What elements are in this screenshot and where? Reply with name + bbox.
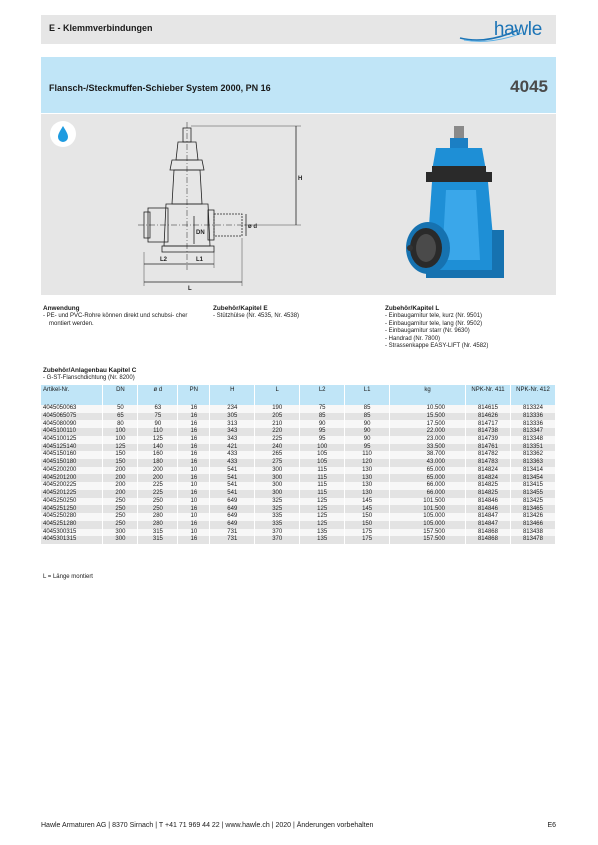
table-row	[41, 405, 556, 413]
table-cell: 115	[300, 490, 345, 498]
zubehoer-l-item: - Handrad (Nr. 7800)	[385, 335, 441, 342]
table-cell: 813347	[510, 428, 555, 436]
label-l2: L2	[160, 257, 168, 263]
table-cell: 22.000	[390, 428, 466, 436]
table-row	[41, 490, 556, 498]
table-cell: 16	[178, 428, 210, 436]
table-cell: 16	[178, 436, 210, 444]
table-cell: 813425	[510, 498, 555, 506]
table-cell: 65	[103, 413, 138, 421]
product-number: 4045	[510, 77, 548, 96]
table-cell: 370	[255, 529, 300, 537]
table-row	[41, 498, 556, 506]
table-cell: 101.500	[390, 498, 466, 506]
table-cell: 125	[300, 505, 345, 513]
table-cell: 210	[255, 420, 300, 428]
table-cell: 157.500	[390, 529, 466, 537]
table-cell: 190	[255, 405, 300, 413]
table-cell: 135	[300, 536, 345, 544]
table-header-row	[41, 385, 556, 405]
table-cell: 814825	[466, 490, 511, 498]
table-row	[41, 444, 556, 452]
table-cell: 10.500	[390, 405, 466, 413]
table-cell: 250	[103, 498, 138, 506]
table-cell: 813363	[510, 459, 555, 467]
table-cell: 90	[345, 428, 390, 436]
table-cell: 66.000	[390, 490, 466, 498]
table-cell: 125	[138, 436, 178, 444]
table-cell: 150	[345, 513, 390, 521]
table-cell: 10	[178, 498, 210, 506]
table-row	[41, 529, 556, 537]
table-row	[41, 428, 556, 436]
table-cell: 813336	[510, 420, 555, 428]
table-cell: 95	[345, 444, 390, 452]
table-cell: 813478	[510, 536, 555, 544]
table-cell: 205	[255, 413, 300, 421]
table-cell: 65.000	[390, 467, 466, 475]
zubehoer-c-section	[43, 367, 136, 383]
table-row	[41, 467, 556, 475]
table-cell: 130	[345, 482, 390, 490]
table-cell: 200	[138, 467, 178, 475]
table-cell: 541	[210, 482, 255, 490]
table-cell: 813414	[510, 467, 555, 475]
table-cell: 250	[138, 498, 178, 506]
table-cell: 370	[255, 536, 300, 544]
table-row	[41, 505, 556, 513]
table-cell: 814846	[466, 505, 511, 513]
table-cell: 115	[300, 482, 345, 490]
table-cell: 140	[138, 444, 178, 452]
table-cell: 16	[178, 444, 210, 452]
water-drop-icon	[50, 121, 76, 147]
table-cell: 4045201200	[41, 474, 103, 482]
table-cell: 814847	[466, 521, 511, 529]
table-row	[41, 521, 556, 529]
table-cell: 160	[138, 451, 178, 459]
anwendung-heading: Anwendung	[43, 305, 80, 312]
table-row	[41, 459, 556, 467]
table-cell: 813454	[510, 474, 555, 482]
col-l1: L1	[345, 385, 390, 405]
zubehoer-l-item: - Strassenkappe EASY-LIFT (Nr. 4582)	[385, 343, 489, 350]
table-cell: 135	[300, 529, 345, 537]
table-cell: 130	[345, 474, 390, 482]
table-cell: 813324	[510, 405, 555, 413]
table-cell: 313	[210, 420, 255, 428]
table-cell: 300	[255, 474, 300, 482]
table-cell: 90	[345, 436, 390, 444]
table-cell: 63	[138, 405, 178, 413]
table-cell: 315	[138, 529, 178, 537]
table-cell: 16	[178, 451, 210, 459]
table-cell: 15.500	[390, 413, 466, 421]
table-cell: 649	[210, 521, 255, 529]
length-note: L = Länge montiert	[43, 574, 93, 580]
table-cell: 16	[178, 474, 210, 482]
label-od: ø d	[248, 224, 257, 230]
table-cell: 813455	[510, 490, 555, 498]
col-l: L	[255, 385, 300, 405]
product-title-bar	[41, 57, 556, 113]
zubehoer-l-item: - Einbaugarnitur starr (Nr. 9630)	[385, 328, 470, 335]
table-cell: 200	[103, 482, 138, 490]
table-cell: 265	[255, 451, 300, 459]
spec-table	[41, 385, 556, 544]
table-cell: 16	[178, 405, 210, 413]
table-cell: 335	[255, 513, 300, 521]
table-cell: 250	[138, 505, 178, 513]
col-l2: L2	[300, 385, 345, 405]
label-dn: DN	[196, 230, 205, 236]
zubehoer-e-item: - Stützhülse (Nr. 4535, Nr. 4538)	[213, 313, 300, 320]
col-npk-412: NPK-Nr. 412	[510, 385, 555, 405]
col-artikel: Artikel-Nr.	[41, 385, 103, 405]
table-cell: 300	[103, 536, 138, 544]
table-cell: 4045200225	[41, 482, 103, 490]
table-cell: 200	[103, 490, 138, 498]
table-row	[41, 451, 556, 459]
anwendung-item: - PE- und PVC-Rohre können direkt und schubsi- cher montiert werden.	[43, 313, 188, 327]
table-cell: 65.000	[390, 474, 466, 482]
table-cell: 541	[210, 467, 255, 475]
table-cell: 4045065075	[41, 413, 103, 421]
table-cell: 43.000	[390, 459, 466, 467]
table-cell: 813466	[510, 521, 555, 529]
table-cell: 225	[255, 436, 300, 444]
table-cell: 180	[138, 459, 178, 467]
anwendung-section	[43, 305, 208, 328]
table-cell: 300	[255, 490, 300, 498]
table-cell: 95	[300, 428, 345, 436]
zubehoer-l-heading: Zubehör/Kapitel L	[385, 305, 440, 312]
col-kg: kg	[390, 385, 466, 405]
table-cell: 300	[103, 529, 138, 537]
table-cell: 4045150160	[41, 451, 103, 459]
table-cell: 150	[103, 459, 138, 467]
table-cell: 10	[178, 482, 210, 490]
table-cell: 433	[210, 459, 255, 467]
table-cell: 157.500	[390, 536, 466, 544]
table-cell: 234	[210, 405, 255, 413]
table-cell: 85	[300, 413, 345, 421]
table-cell: 200	[103, 474, 138, 482]
table-cell: 50	[103, 405, 138, 413]
table-cell: 813362	[510, 451, 555, 459]
table-cell: 16	[178, 521, 210, 529]
table-cell: 813426	[510, 513, 555, 521]
table-cell: 90	[345, 420, 390, 428]
table-row	[41, 513, 556, 521]
table-cell: 100	[103, 436, 138, 444]
table-cell: 4045125140	[41, 444, 103, 452]
table-cell: 315	[138, 536, 178, 544]
table-cell: 280	[138, 521, 178, 529]
label-l1: L1	[196, 257, 204, 263]
table-cell: 175	[345, 536, 390, 544]
product-photo	[396, 120, 546, 290]
label-h: H	[298, 176, 303, 182]
table-cell: 105	[300, 451, 345, 459]
table-cell: 250	[103, 513, 138, 521]
zubehoer-l-section	[385, 305, 555, 350]
table-cell: 150	[103, 451, 138, 459]
table-cell: 33.500	[390, 444, 466, 452]
table-cell: 250	[103, 521, 138, 529]
table-cell: 115	[300, 467, 345, 475]
table-cell: 16	[178, 536, 210, 544]
table-row	[41, 474, 556, 482]
table-cell: 115	[300, 474, 345, 482]
table-cell: 813336	[510, 413, 555, 421]
table-cell: 814825	[466, 482, 511, 490]
table-cell: 10	[178, 529, 210, 537]
table-row	[41, 420, 556, 428]
table-cell: 105.000	[390, 513, 466, 521]
table-cell: 300	[255, 482, 300, 490]
table-cell: 200	[138, 474, 178, 482]
table-cell: 85	[345, 405, 390, 413]
table-cell: 220	[255, 428, 300, 436]
table-row	[41, 436, 556, 444]
table-cell: 813465	[510, 505, 555, 513]
table-cell: 10	[178, 467, 210, 475]
table-cell: 4045250250	[41, 498, 103, 506]
table-cell: 433	[210, 451, 255, 459]
table-cell: 150	[345, 521, 390, 529]
table-cell: 23.000	[390, 436, 466, 444]
table-cell: 814824	[466, 474, 511, 482]
table-cell: 200	[103, 467, 138, 475]
table-cell: 80	[103, 420, 138, 428]
table-cell: 814868	[466, 536, 511, 544]
table-cell: 4045201225	[41, 490, 103, 498]
table-cell: 75	[300, 405, 345, 413]
table-row	[41, 482, 556, 490]
product-figure	[41, 114, 556, 295]
table-cell: 90	[138, 420, 178, 428]
table-cell: 125	[300, 513, 345, 521]
table-cell: 120	[345, 459, 390, 467]
table-cell: 814717	[466, 420, 511, 428]
technical-drawing	[136, 120, 316, 292]
table-cell: 814615	[466, 405, 511, 413]
table-cell: 325	[255, 505, 300, 513]
zubehoer-e-heading: Zubehör/Kapitel E	[213, 305, 268, 312]
table-cell: 100	[103, 428, 138, 436]
table-cell: 10	[178, 513, 210, 521]
table-cell: 421	[210, 444, 255, 452]
table-cell: 814626	[466, 413, 511, 421]
table-cell: 4045200200	[41, 467, 103, 475]
col-pn: PN	[178, 385, 210, 405]
section-title: E - Klemmverbindungen	[49, 23, 153, 33]
table-cell: 145	[345, 498, 390, 506]
table-cell: 16	[178, 505, 210, 513]
product-title: Flansch-/Steckmuffen-Schieber System 2000, PN 16	[49, 83, 271, 93]
table-cell: 4045050063	[41, 405, 103, 413]
table-cell: 541	[210, 490, 255, 498]
table-cell: 4045251280	[41, 521, 103, 529]
table-cell: 100	[300, 444, 345, 452]
label-l: L	[188, 286, 192, 292]
table-cell: 101.500	[390, 505, 466, 513]
table-cell: 280	[138, 513, 178, 521]
hawle-logo	[456, 16, 546, 43]
col-npk-411: NPK-Nr. 411	[466, 385, 511, 405]
table-cell: 4045150180	[41, 459, 103, 467]
zubehoer-c-item: - G-ST-Flanschdichtung (Nr. 8200)	[43, 375, 135, 382]
col-h: H	[210, 385, 255, 405]
table-cell: 325	[255, 498, 300, 506]
table-cell: 225	[138, 490, 178, 498]
zubehoer-c-heading: Zubehör/Anlagenbau Kapitel C	[43, 367, 137, 374]
table-cell: 85	[345, 413, 390, 421]
table-cell: 541	[210, 474, 255, 482]
table-cell: 105.000	[390, 521, 466, 529]
table-cell: 343	[210, 428, 255, 436]
table-cell: 16	[178, 459, 210, 467]
table-cell: 814739	[466, 436, 511, 444]
table-cell: 175	[345, 529, 390, 537]
table-cell: 4045250280	[41, 513, 103, 521]
page-number: E6	[547, 822, 556, 829]
table-cell: 814868	[466, 529, 511, 537]
table-cell: 275	[255, 459, 300, 467]
table-cell: 335	[255, 521, 300, 529]
col-od: ø d	[138, 385, 178, 405]
table-cell: 17.500	[390, 420, 466, 428]
zubehoer-l-item: - Einbaugarnitur tele, lang (Nr. 9502)	[385, 320, 483, 327]
table-cell: 813348	[510, 436, 555, 444]
table-cell: 90	[300, 420, 345, 428]
table-cell: 16	[178, 420, 210, 428]
table-cell: 130	[345, 490, 390, 498]
table-cell: 16	[178, 413, 210, 421]
table-cell: 305	[210, 413, 255, 421]
table-cell: 300	[255, 467, 300, 475]
footer-contact: Hawle Armaturen AG | 8370 Sirnach | T +41 71 969 44 22 | www.hawle.ch | 2020 | Änderungen vorbehalten	[41, 822, 374, 829]
table-cell: 813438	[510, 529, 555, 537]
table-row	[41, 536, 556, 544]
section-header	[41, 15, 556, 44]
table-cell: 343	[210, 436, 255, 444]
table-cell: 731	[210, 536, 255, 544]
logo-text: hawle	[493, 19, 542, 40]
table-cell: 813351	[510, 444, 555, 452]
table-cell: 814824	[466, 467, 511, 475]
table-cell: 125	[300, 498, 345, 506]
table-cell: 814782	[466, 451, 511, 459]
table-cell: 4045300315	[41, 529, 103, 537]
table-cell: 110	[345, 451, 390, 459]
table-cell: 16	[178, 490, 210, 498]
table-cell: 4045301315	[41, 536, 103, 544]
table-cell: 225	[138, 482, 178, 490]
table-cell: 105	[300, 459, 345, 467]
table-cell: 130	[345, 467, 390, 475]
table-cell: 813415	[510, 482, 555, 490]
table-cell: 814761	[466, 444, 511, 452]
table-cell: 125	[300, 521, 345, 529]
table-cell: 240	[255, 444, 300, 452]
col-dn: DN	[103, 385, 138, 405]
table-cell: 110	[138, 428, 178, 436]
table-cell: 38.700	[390, 451, 466, 459]
table-cell: 649	[210, 505, 255, 513]
table-cell: 814738	[466, 428, 511, 436]
table-cell: 814783	[466, 459, 511, 467]
table-cell: 731	[210, 529, 255, 537]
table-cell: 95	[300, 436, 345, 444]
table-cell: 75	[138, 413, 178, 421]
table-cell: 649	[210, 498, 255, 506]
table-cell: 4045080090	[41, 420, 103, 428]
table-row	[41, 413, 556, 421]
table-cell: 814846	[466, 498, 511, 506]
table-cell: 814847	[466, 513, 511, 521]
table-cell: 4045100110	[41, 428, 103, 436]
zubehoer-e-section	[213, 305, 378, 321]
zubehoer-l-item: - Einbaugarnitur tele, kurz (Nr. 9501)	[385, 313, 483, 320]
table-cell: 250	[103, 505, 138, 513]
table-cell: 4045100125	[41, 436, 103, 444]
table-cell: 649	[210, 513, 255, 521]
table-cell: 145	[345, 505, 390, 513]
table-cell: 4045251250	[41, 505, 103, 513]
table-cell: 125	[103, 444, 138, 452]
table-cell: 66.000	[390, 482, 466, 490]
